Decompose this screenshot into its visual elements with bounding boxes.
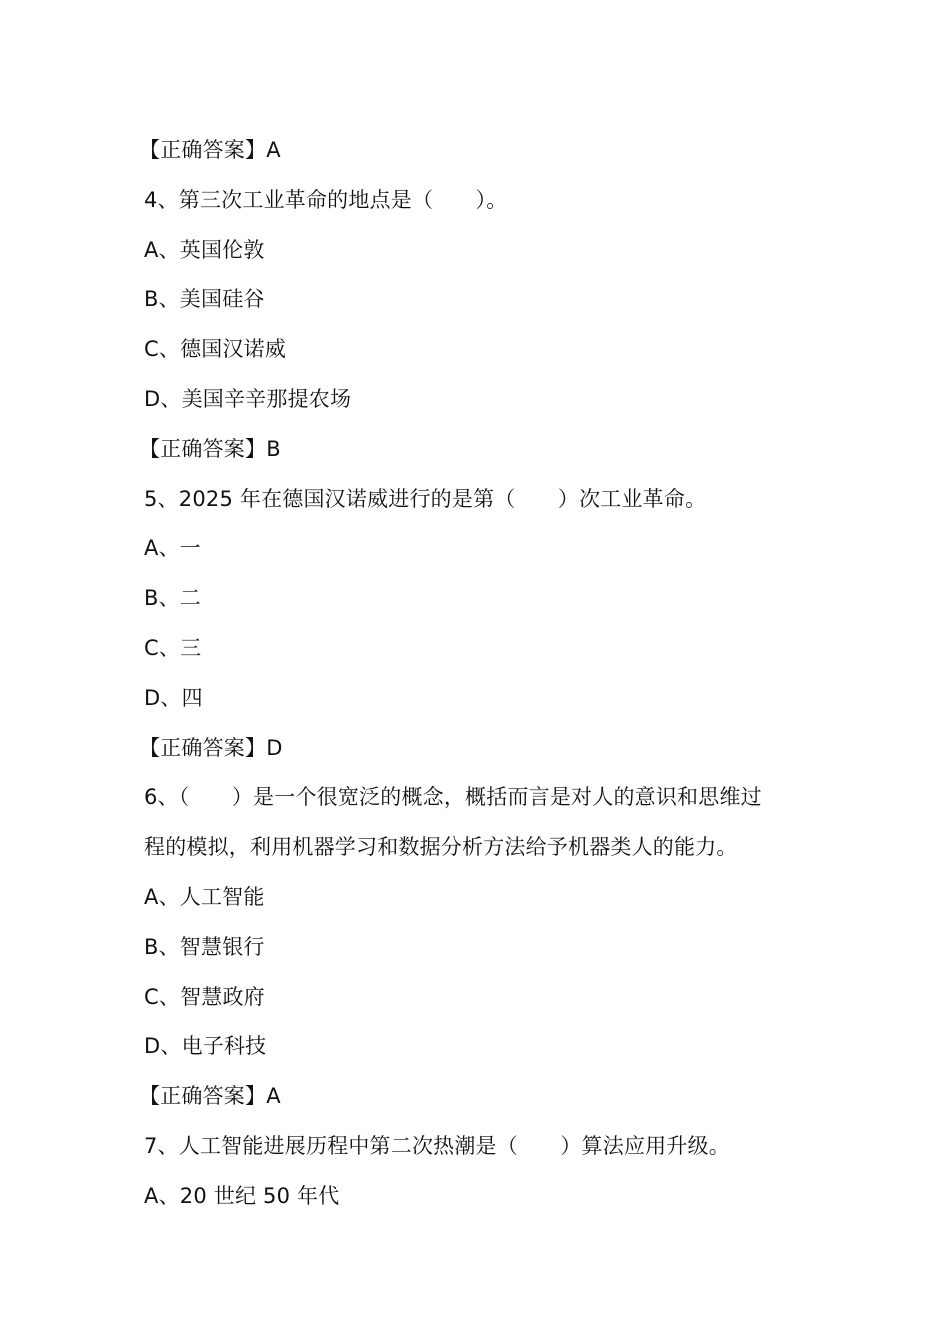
option-line: B、二 — [144, 586, 202, 611]
question-line: 6、（ ）是一个很宽泛的概念，概括而言是对人的意识和思维过 — [144, 785, 762, 810]
option-line: A、英国伦敦 — [144, 237, 265, 262]
question-line: 4、第三次工业革命的地点是（ ）。 — [144, 187, 508, 212]
answer-line: 【正确答案】B — [139, 436, 281, 461]
option-line: D、美国辛辛那提农场 — [144, 386, 352, 411]
option-line: A、20 世纪 50 年代 — [144, 1183, 340, 1208]
question-line: 7、人工智能进展历程中第二次热潮是（ ）算法应用升级。 — [144, 1133, 730, 1158]
option-line: D、电子科技 — [144, 1034, 267, 1059]
question-line-continued: 程的模拟，利用机器学习和数据分析方法给予机器类人的能力。 — [144, 835, 738, 860]
option-line: B、智慧银行 — [144, 934, 265, 959]
answer-line: 【正确答案】D — [139, 735, 283, 760]
answer-line: 【正确答案】A — [139, 138, 281, 162]
option-line: A、人工智能 — [144, 884, 265, 909]
question-list — [139, 126, 824, 1222]
option-line: D、四 — [144, 685, 203, 710]
option-line: B、美国硅谷 — [144, 287, 265, 312]
question-line: 5、2025 年在德国汉诺威进行的是第（ ）次工业革命。 — [144, 486, 707, 511]
option-line: C、智慧政府 — [144, 984, 265, 1009]
option-line: A、一 — [144, 536, 201, 561]
option-line: C、德国汉诺威 — [144, 337, 287, 362]
option-line: C、三 — [144, 635, 202, 660]
answer-line: 【正确答案】A — [139, 1084, 281, 1109]
